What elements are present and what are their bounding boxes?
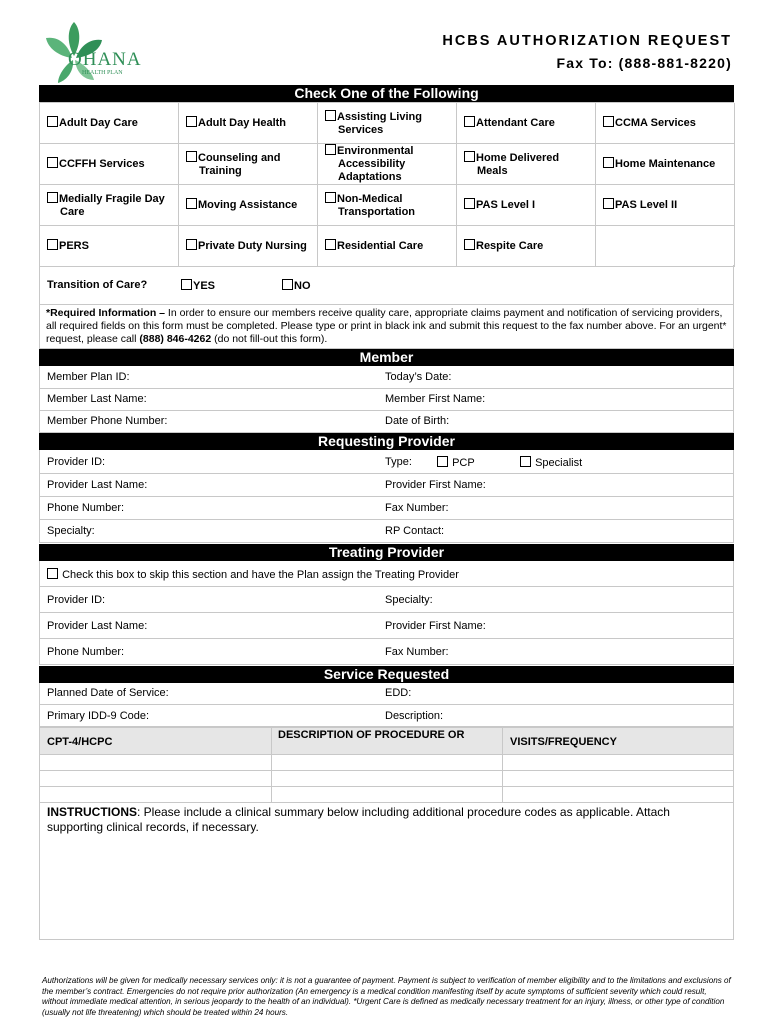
req-provider-first-name-field[interactable]: Provider First Name: — [385, 479, 486, 491]
treating-row-2 — [39, 613, 734, 639]
service-option[interactable] — [40, 144, 179, 185]
procedure-row[interactable] — [39, 771, 734, 787]
required-information: *Required Information – In order to ensure our members receive quality care, appropriate claims payment and notification of servicing providers, all required fields on this form must be completed. Please type or print in black ink and submit this request to the fax number above. For an urgent* request, please call (888) 846-4262 (do not fill-out this form). — [39, 305, 734, 349]
member-phone-field[interactable]: Member Phone Number: — [47, 415, 168, 427]
member-row-2 — [39, 389, 734, 411]
treat-provider-first-name-field[interactable]: Provider First Name: — [385, 620, 486, 632]
skip-treating-option[interactable]: Check this box to skip this section and have the Plan assign the Treating Provider — [47, 568, 459, 581]
service-option-label: Care — [60, 205, 85, 218]
service-option-label: Counseling and — [186, 151, 281, 165]
service-checkbox[interactable] — [325, 144, 336, 155]
service-checkbox[interactable] — [464, 198, 475, 209]
treat-fax-field[interactable]: Fax Number: — [385, 646, 449, 658]
service-option-label: Moving Assistance — [186, 198, 297, 212]
service-option-label: Assisting Living — [325, 110, 422, 124]
service-option-label: Private Duty Nursing — [186, 239, 307, 253]
service-checkbox[interactable] — [47, 116, 58, 127]
requesting-row-4 — [39, 520, 734, 543]
service-checkbox[interactable] — [186, 151, 197, 162]
service-option[interactable] — [40, 103, 179, 144]
edd-field[interactable]: EDD: — [385, 687, 412, 699]
instructions-box[interactable] — [39, 802, 734, 940]
service-option-label: Respite Care — [464, 239, 543, 253]
service-option-label: Meals — [477, 164, 508, 177]
pcp-option[interactable]: PCP — [437, 456, 475, 469]
service-option[interactable] — [179, 226, 318, 267]
service-option[interactable] — [318, 185, 457, 226]
service-checkbox[interactable] — [186, 198, 197, 209]
service-option[interactable] — [179, 144, 318, 185]
date-of-birth-field[interactable]: Date of Birth: — [385, 415, 450, 427]
member-row-3 — [39, 411, 734, 433]
service-checkbox[interactable] — [47, 157, 58, 168]
specialist-option[interactable]: Specialist — [520, 456, 582, 469]
procedure-table-header — [39, 727, 734, 755]
instructions-label: INSTRUCTIONS — [47, 805, 137, 819]
service-option-label: Residential Care — [325, 239, 423, 253]
requesting-row-1 — [39, 450, 734, 474]
service-option[interactable] — [457, 144, 596, 185]
service-option[interactable] — [40, 185, 179, 226]
cpt-column-header: CPT-4/HCPC — [47, 736, 113, 748]
requesting-row-3 — [39, 497, 734, 520]
visits-column-header: VISITS/FREQUENCY — [510, 736, 617, 748]
req-phone-field[interactable]: Phone Number: — [47, 502, 125, 514]
service-option[interactable] — [596, 103, 735, 144]
treat-provider-last-name-field[interactable]: Provider Last Name: — [47, 620, 148, 632]
service-option-label: PERS — [47, 239, 89, 253]
service-option-label: Non-Medical — [325, 192, 415, 206]
service-checkbox[interactable] — [47, 239, 58, 250]
urgent-phone: (888) 846-4262 — [139, 333, 212, 345]
transition-no[interactable]: NO — [282, 279, 311, 292]
service-checkbox[interactable] — [464, 239, 475, 250]
service-checkbox[interactable] — [325, 192, 336, 203]
service-option-label: PAS Level II — [603, 198, 677, 212]
treat-provider-id-field[interactable]: Provider ID: — [47, 594, 106, 606]
service-option-label: Training — [199, 164, 242, 177]
service-option-label: Medially Fragile Day — [47, 192, 165, 206]
treating-provider-heading: Treating Provider — [39, 544, 734, 561]
service-checkbox[interactable] — [603, 198, 614, 209]
service-option[interactable] — [318, 103, 457, 144]
service-option-label: PAS Level I — [464, 198, 535, 212]
service-option[interactable] — [596, 185, 735, 226]
transition-yes[interactable]: YES — [181, 279, 215, 292]
service-option-label: Adult Day Care — [47, 116, 138, 130]
service-option-label: Transportation — [338, 205, 416, 218]
pcp-checkbox[interactable] — [437, 456, 448, 467]
yes-checkbox[interactable] — [181, 279, 192, 290]
form-title: HCBS AUTHORIZATION REQUEST — [442, 33, 732, 49]
requesting-row-2 — [39, 474, 734, 497]
service-option[interactable] — [457, 185, 596, 226]
description-column-header: DESCRIPTION OF PROCEDURE OR — [278, 729, 465, 741]
empty-cell — [596, 226, 735, 267]
transition-label: Transition of Care? — [47, 279, 148, 291]
service-option-label: Environmental — [325, 144, 413, 158]
fax-number: Fax To: (888-881-8220) — [556, 55, 732, 71]
service-checkbox[interactable] — [603, 116, 614, 127]
service-option-label: Adult Day Health — [186, 116, 286, 130]
service-checkbox[interactable] — [186, 116, 197, 127]
service-option[interactable] — [457, 103, 596, 144]
service-option-label: Accessibility — [338, 158, 406, 170]
service-option[interactable] — [40, 226, 179, 267]
required-info-label: *Required Information – — [46, 307, 166, 319]
instructions-text: : Please include a clinical summary below including additional procedure codes as applicable. Attach supporting clinical records, if necessary. — [47, 805, 670, 834]
req-provider-id-field[interactable]: Provider ID: — [47, 456, 106, 468]
service-option-label: CCFFH Services — [47, 157, 145, 171]
service-checkbox[interactable] — [325, 110, 336, 121]
procedure-row[interactable] — [39, 755, 734, 771]
member-heading: Member — [39, 349, 734, 366]
service-row-1 — [39, 683, 734, 705]
service-option-label: Services — [338, 123, 384, 136]
service-row-2 — [39, 705, 734, 727]
service-option[interactable] — [179, 185, 318, 226]
specialist-checkbox[interactable] — [520, 456, 531, 467]
req-fax-field[interactable]: Fax Number: — [385, 502, 449, 514]
member-last-name-field[interactable]: Member Last Name: — [47, 393, 147, 405]
treat-phone-field[interactable]: Phone Number: — [47, 646, 125, 658]
service-option[interactable] — [318, 144, 457, 185]
todays-date-field[interactable]: Today’s Date: — [385, 371, 452, 383]
planned-date-field[interactable]: Planned Date of Service: — [47, 687, 169, 699]
member-first-name-field[interactable]: Member First Name: — [385, 393, 486, 405]
treating-row-3 — [39, 639, 734, 665]
logo-wordmark: OHANA — [68, 49, 142, 70]
service-checkbox[interactable] — [603, 157, 614, 168]
service-option[interactable] — [318, 226, 457, 267]
footer-disclaimer: Authorizations will be given for medically necessary services only: it is not a guarantee of payment. Payment is subject to verification of member eligibility and to the limitations and exclusions of the member’s contract. Emergencies do not require prior authorization (An emergency is a medical condition manifesting itself by acute symptoms of sufficient severity which could result, without immediate medical attention, in serious jeopardy to the health of an individual). *Urgent Care is defined as medically necessary treatment for an injury, illness, or other type of condition (usually not life threatening) which should be treated within 24 hours. — [42, 976, 731, 1017]
description-field[interactable]: Description: — [385, 710, 444, 722]
treat-specialty-field[interactable]: Specialty: — [385, 594, 433, 606]
service-option[interactable] — [179, 103, 318, 144]
services-heading: Check One of the Following — [39, 85, 734, 102]
no-checkbox[interactable] — [282, 279, 293, 290]
member-row-1 — [39, 366, 734, 389]
service-checkbox[interactable] — [464, 116, 475, 127]
member-plan-id-field[interactable]: Member Plan ID: — [47, 371, 130, 383]
idd9-code-field[interactable]: Primary IDD-9 Code: — [47, 710, 150, 722]
provider-type-label: Type: — [385, 456, 412, 468]
skip-treating-checkbox[interactable] — [47, 568, 58, 579]
service-requested-heading: Service Requested — [39, 666, 734, 683]
service-option-label: Home Delivered — [464, 151, 559, 165]
treating-skip-row — [39, 561, 734, 587]
treating-row-1 — [39, 587, 734, 613]
service-option-label: Adaptations — [338, 171, 402, 183]
procedure-row[interactable] — [39, 787, 734, 803]
requesting-provider-heading: Requesting Provider — [39, 433, 734, 450]
service-option-label: CCMA Services — [603, 116, 696, 130]
service-option[interactable] — [457, 226, 596, 267]
service-checkbox[interactable] — [186, 239, 197, 250]
transition-of-care-row — [39, 265, 734, 305]
service-checkbox[interactable] — [325, 239, 336, 250]
service-checkbox[interactable] — [464, 151, 475, 162]
service-option-label: Attendant Care — [464, 116, 555, 130]
rp-contact-field[interactable]: RP Contact: — [385, 525, 445, 537]
service-option-label: Home Maintenance — [603, 157, 715, 171]
service-option[interactable] — [596, 144, 735, 185]
logo-subtitle: HEALTH PLAN — [82, 70, 123, 76]
services-grid — [39, 102, 734, 265]
service-checkbox[interactable] — [47, 192, 58, 203]
req-specialty-field[interactable]: Specialty: — [47, 525, 95, 537]
req-provider-last-name-field[interactable]: Provider Last Name: — [47, 479, 148, 491]
